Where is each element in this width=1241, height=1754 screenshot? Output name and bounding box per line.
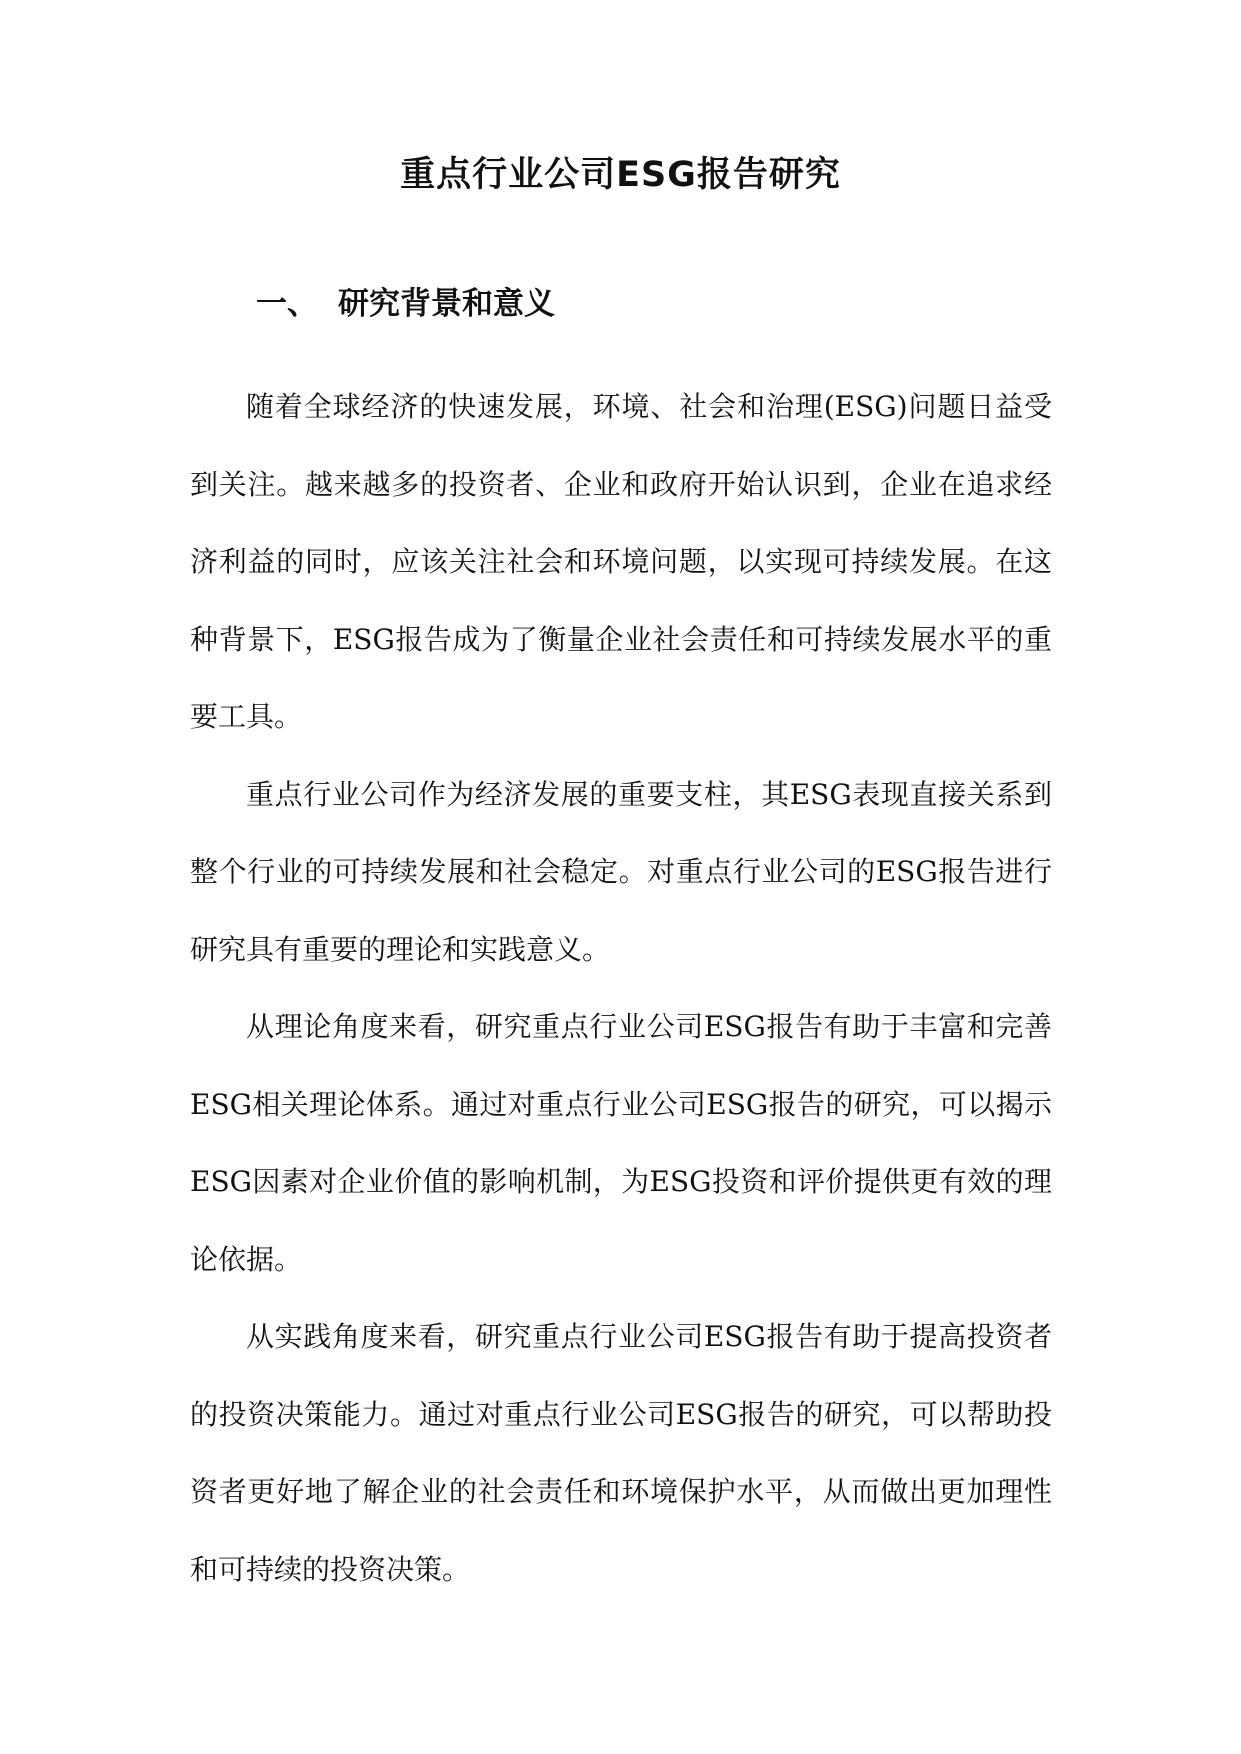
document-body [190,368,1052,1608]
document-title: 重点行业公司ESG报告研究 [400,155,841,195]
section-title: 研究背景和意义 [338,286,555,322]
section-number: 一、 [256,286,318,322]
paragraph: 从理论角度来看，研究重点行业公司ESG报告有助于丰富和完善ESG相关理论体系。通过对重点行业公司ESG报告的研究，可以揭示ESG因素对企业价值的影响机制，为ESG投资和评价提供更有效的理论依据。 [190,1010,1052,1276]
paragraph: 重点行业公司作为经济发展的重要支柱，其ESG表现直接关系到整个行业的可持续发展和社会稳定。对重点行业公司的ESG报告进行研究具有重要的理论和实践意义。 [190,777,1052,966]
paragraph: 从实践角度来看，研究重点行业公司ESG报告有助于提高投资者的投资决策能力。通过对重点行业公司ESG报告的研究，可以帮助投资者更好地了解企业的社会责任和环境保护水平，从而做出更加理性和可持续的投资决策。 [190,1320,1052,1586]
paragraph: 随着全球经济的快速发展，环境、社会和治理(ESG)问题日益受到关注。越来越多的投资者、企业和政府开始认识到，企业在追求经济利益的同时，应该关注社会和环境问题，以实现可持续发展。在这种背景下，ESG报告成为了衡量企业社会责任和可持续发展水平的重要工具。 [190,390,1052,733]
section-heading [256,282,555,326]
